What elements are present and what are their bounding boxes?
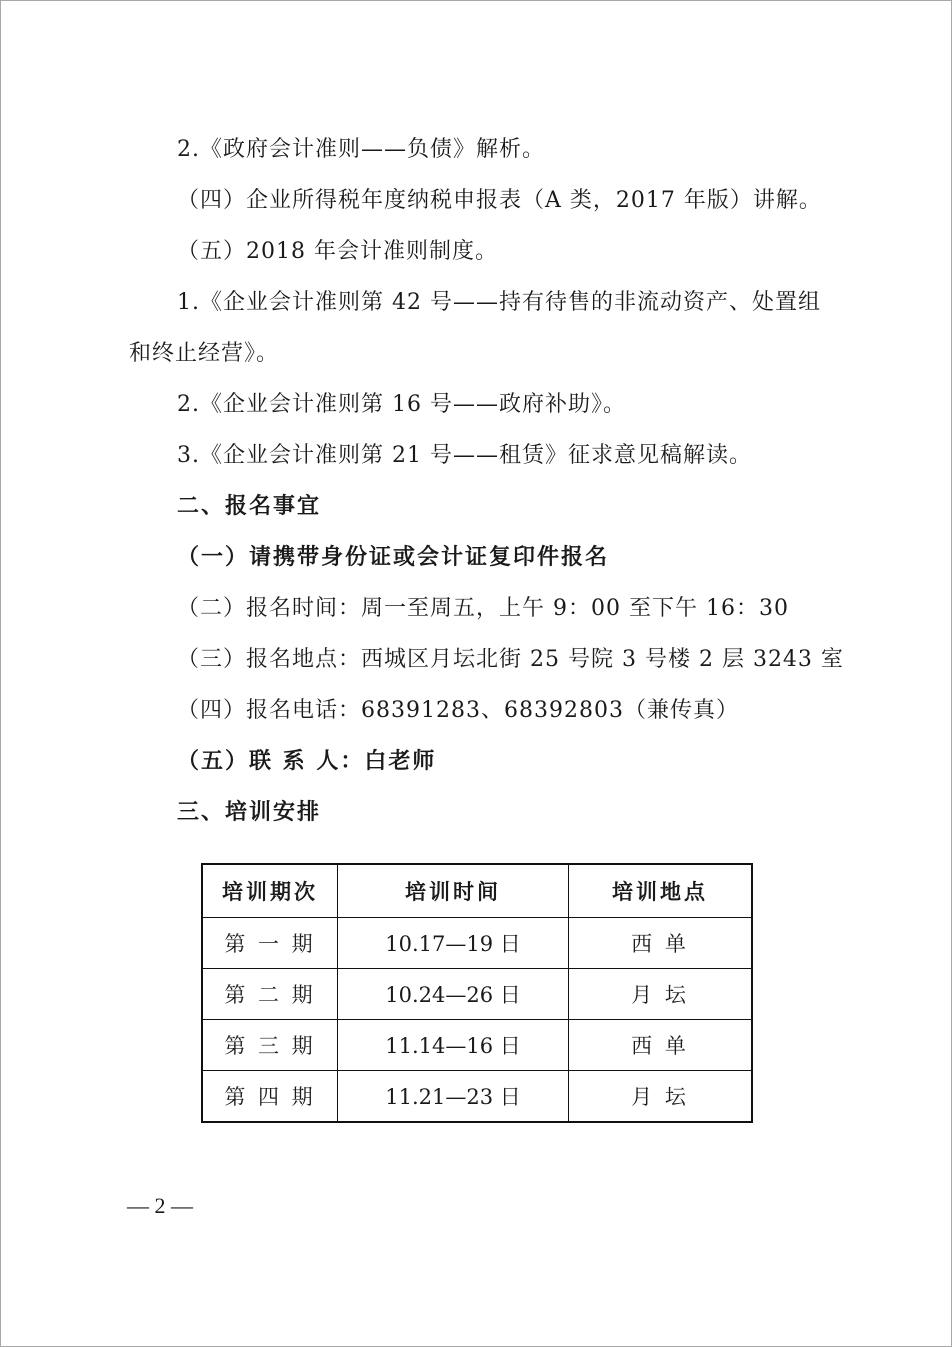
time-cell: 11.21—23 日 — [338, 1071, 569, 1123]
time-cell: 11.14—16 日 — [338, 1020, 569, 1071]
location-cell: 西 单 — [569, 918, 753, 969]
time-cell: 10.24—26 日 — [338, 969, 569, 1020]
registration-phone: （四）报名电话：68391283、68392803（兼传真） — [177, 698, 739, 723]
item-standard-21: 3.《企业会计准则第 21 号——租赁》征求意见稿解读。 — [177, 443, 752, 468]
session-cell: 第 一 期 — [202, 918, 338, 969]
item-government-liabilities: 2.《政府会计准则——负债》解析。 — [177, 137, 545, 162]
section-training-heading: 三、培训安排 — [177, 800, 322, 825]
item-standard-16: 2.《企业会计准则第 16 号——政府补助》。 — [177, 392, 626, 417]
location-cell: 月 坛 — [569, 969, 753, 1020]
section-registration-heading: 二、报名事宜 — [177, 494, 322, 519]
header-location: 培训地点 — [569, 864, 753, 918]
table-row — [202, 1020, 752, 1071]
table-row — [202, 1071, 752, 1123]
session-cell: 第 四 期 — [202, 1071, 338, 1123]
item-standard-42-cont: 和终止经营》。 — [129, 341, 280, 366]
table-header-row — [202, 864, 752, 918]
registration-contact: （五）联 系 人：白老师 — [177, 749, 437, 774]
header-session: 培训期次 — [202, 864, 338, 918]
training-schedule-table — [201, 863, 753, 1123]
item-tax-return-form: （四）企业所得税年度纳税申报表（A 类，2017 年版）讲解。 — [177, 188, 822, 213]
item-2018-standards: （五）2018 年会计准则制度。 — [177, 239, 498, 264]
time-cell: 10.17—19 日 — [338, 918, 569, 969]
page-number: — 2 — — [127, 1193, 193, 1218]
registration-id-requirement: （一）请携带身份证或会计证复印件报名 — [177, 545, 610, 570]
session-cell: 第 三 期 — [202, 1020, 338, 1071]
location-cell: 西 单 — [569, 1020, 753, 1071]
session-cell: 第 二 期 — [202, 969, 338, 1020]
table-row — [202, 918, 752, 969]
location-cell: 月 坛 — [569, 1071, 753, 1123]
table-row — [202, 969, 752, 1020]
header-time: 培训时间 — [338, 864, 569, 918]
item-standard-42: 1.《企业会计准则第 42 号——持有待售的非流动资产、处置组 — [177, 290, 821, 315]
registration-location: （三）报名地点：西城区月坛北街 25 号院 3 号楼 2 层 3243 室 — [177, 647, 844, 672]
registration-time: （二）报名时间：周一至周五，上午 9：00 至下午 16：30 — [177, 596, 789, 621]
